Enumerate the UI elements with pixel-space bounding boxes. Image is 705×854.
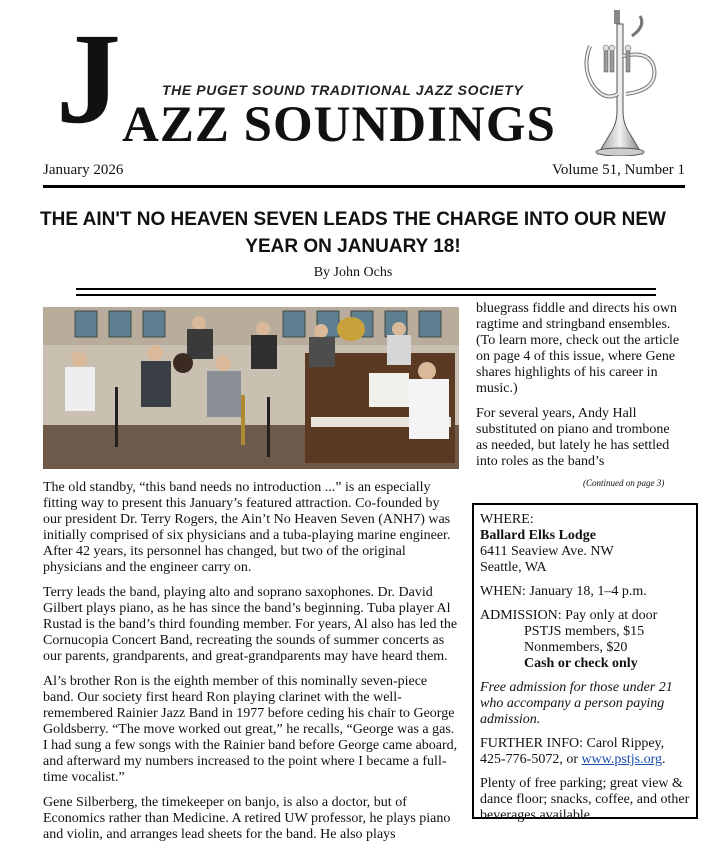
headline-rule-top xyxy=(76,288,656,290)
event-info-box xyxy=(472,503,698,823)
cornet-illustration xyxy=(570,6,670,156)
further-info-text: FURTHER INFO: Carol Rippey, 425-776-5072, or xyxy=(480,736,665,767)
website-link[interactable]: www.pstjs.org xyxy=(581,752,663,767)
admission-label: ADMISSION: Pay only at door xyxy=(480,608,658,623)
article-byline: By John Ochs xyxy=(313,265,393,280)
venue-address-line-1: 6411 Seaview Ave. NW xyxy=(480,544,614,559)
main-paragraph-1: The old standby, “this band needs no introduction ...” is an especially fitting way to present this January’s featured attraction. Co-founded by our president Dr. Terry Rogers, the Ain’t No Heaven Seven (ANH7) was initially comprised of six physicians and a tuba-playing marine engineer. After 42 years, its personnel has changed, but two of the original physicians and the engineer carry on. xyxy=(43,480,451,575)
parking-note: Plenty of free parking; great view & dance floor; snacks, coffee, and other beverages available. xyxy=(480,776,690,823)
admission-block xyxy=(480,608,690,672)
right-col-paragraph-1: bluegrass fiddle and directs his own ragtime and stringband ensembles. (To learn more, check out the article on page 4 of this issue, where Gene shares highlights of his career in music.) xyxy=(476,301,680,396)
article-right-column xyxy=(476,301,681,479)
event-when: WHEN: January 18, 1–4 p.m. xyxy=(480,584,647,599)
main-paragraph-4: Gene Silberberg, the timekeeper on banjo, is also a doctor, but of Economics rather than Medicine. A retired UW professor, he plays piano and violin, and arranges lead sheets for the band. He also plays xyxy=(43,795,451,842)
further-info-period: . xyxy=(662,752,666,767)
where-label: WHERE: xyxy=(480,512,534,527)
issue-date: January 2026 xyxy=(43,162,124,178)
main-paragraph-2: Terry leads the band, playing alto and soprano saxophones. Dr. David Gilbert plays piano, as he has since the band’s beginning. Tuba player Al Rustad is the band’s third founding member. For years, Al also has led the Cornucopia Concert Band, recreating the sounds of summer concerts as our parents, grandparents, and great-grandparents may have heard them. xyxy=(43,585,458,664)
further-info xyxy=(480,736,690,768)
free-admission-note: Free admission for those under 21 who accompany a person paying admission. xyxy=(480,680,673,727)
band-photo xyxy=(43,307,459,469)
article-main-column xyxy=(43,480,461,852)
venue-address-line-2: Seattle, WA xyxy=(480,560,547,575)
masthead-rule xyxy=(43,185,685,188)
article-headline: THE AIN'T NO HEAVEN SEVEN LEADS THE CHARGE INTO OUR NEW YEAR ON JANUARY 18! xyxy=(40,209,666,257)
headline-rule-bottom xyxy=(76,294,656,296)
nonmember-price: Nonmembers, $20 xyxy=(524,640,628,655)
payment-method: Cash or check only xyxy=(524,656,638,671)
venue-name: Ballard Elks Lodge xyxy=(480,528,596,543)
where-block xyxy=(480,512,690,576)
right-col-paragraph-2: For several years, Andy Hall substituted on piano and trombone as needed, but lately he has settled into roles as the band’s xyxy=(476,406,670,469)
masthead-big-j: J xyxy=(56,7,121,151)
issue-volume: Volume 51, Number 1 xyxy=(551,162,685,178)
main-paragraph-3: Al’s brother Ron is the eighth member of this nominally seven-piece band. Our society first heard Ron playing clarinet with the well-remembered Rainier Jazz Band in 1977 before ceding his chair to George Goldsberry. “The move worked out great,” he recalls, “George was a gas. I had sung a few songs with the Rainier band before George came aboard, and afterward my numbers increased to the point where I became a full-time vocalist.” xyxy=(43,674,458,785)
member-price: PSTJS members, $15 xyxy=(524,624,645,639)
society-name: THE PUGET SOUND TRADITIONAL JAZZ SOCIETY xyxy=(162,82,524,98)
continued-note: (Continued on page 3) xyxy=(583,478,665,488)
newsletter-title: AZZ SOUNDINGS xyxy=(122,97,556,153)
